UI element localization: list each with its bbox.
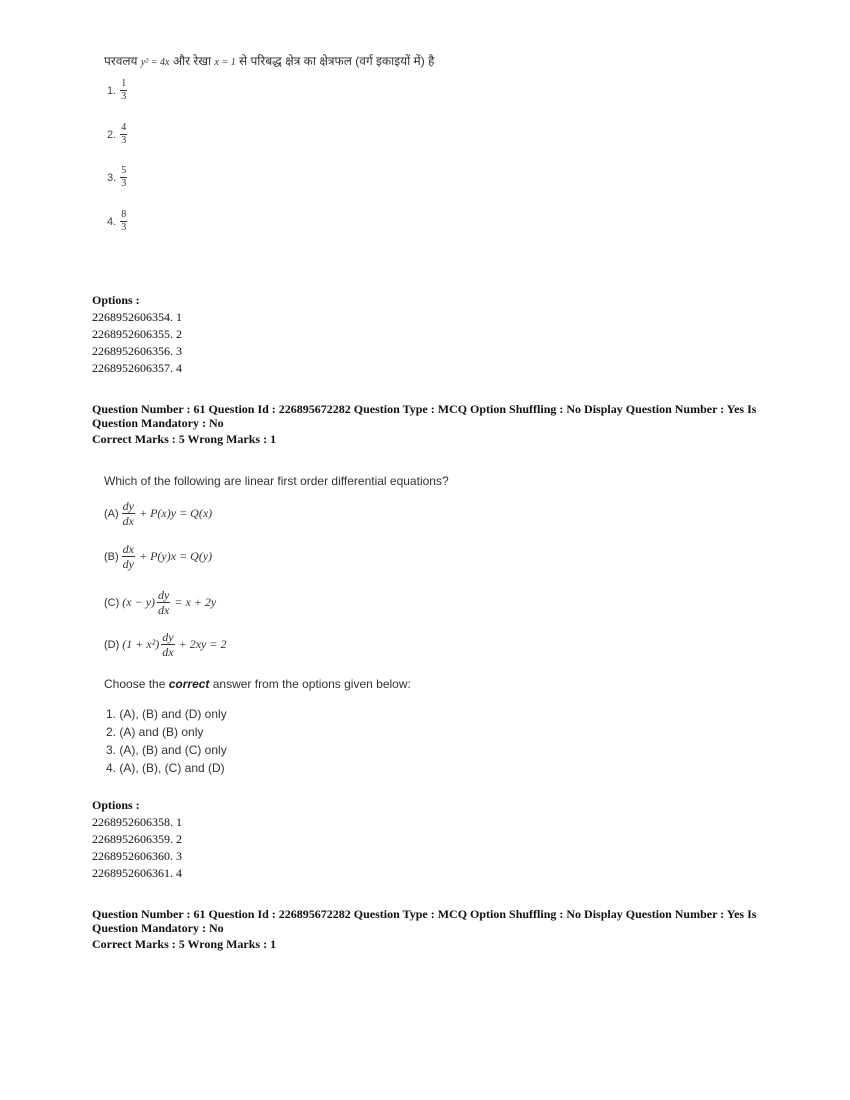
q60-stem-post: से परिबद्ध क्षेत्र का क्षेत्रफल (वर्ग इकाइयों में) है xyxy=(239,54,435,68)
q61-instruction xyxy=(104,677,411,691)
option-id: 2268952606361. 4 xyxy=(92,866,182,880)
fraction: $\frac{8}{3}$ xyxy=(121,209,127,233)
q60-eq2: x = 1 xyxy=(214,57,236,68)
question-meta-line: Question Number : 61 Question Id : 226895672282 Question Type : MCQ Option Shuffling : No Display Question Number : Yes Is xyxy=(92,402,757,416)
q61-answer-list xyxy=(106,705,227,777)
equation-rest: = x + 2y xyxy=(174,595,217,609)
fraction: $\frac{1}{3}$ xyxy=(121,78,127,102)
q61-equation-d xyxy=(104,631,226,658)
answer-item: 3. (A), (B) and (C) only xyxy=(106,743,227,757)
choice-number: 3. xyxy=(107,172,117,185)
equation-rest: + P(x)y = Q(x) xyxy=(139,506,213,520)
fraction: $\frac{4}{3}$ xyxy=(121,122,127,146)
equation-label: (A) xyxy=(104,507,119,520)
q60-stem-pre: परवलय xyxy=(104,54,138,68)
fraction: $\frac{5}{3}$ xyxy=(121,165,127,189)
answer-item: 4. (A), (B), (C) and (D) xyxy=(106,761,225,775)
derivative-fraction: $\frac{dx}{dy}$ xyxy=(122,542,134,571)
equation-rest: + P(y)x = Q(y) xyxy=(139,549,213,563)
question-meta-line: Question Mandatory : No xyxy=(92,921,224,935)
equation-label: (C) xyxy=(104,596,120,609)
option-id: 2268952606356. 3 xyxy=(92,344,182,358)
q60-options xyxy=(92,292,182,377)
q62-header xyxy=(92,907,756,951)
q60-eq1: y² = 4x xyxy=(140,57,170,68)
equation-label: (B) xyxy=(104,550,119,563)
choice-number: 2. xyxy=(107,129,117,142)
q61-equation-b xyxy=(104,543,212,570)
q61-equation-a xyxy=(104,500,212,527)
equation-label: (D) xyxy=(104,638,120,651)
instruction-text: Choose the xyxy=(104,677,169,691)
q60-stem-mid: और रेखा xyxy=(172,54,212,68)
question-meta-line: Correct Marks : 5 Wrong Marks : 1 xyxy=(92,937,277,951)
q61-equation-c xyxy=(104,589,216,616)
option-id: 2268952606359. 2 xyxy=(92,832,182,846)
choice-number: 1. xyxy=(107,85,117,98)
derivative-fraction: $\frac{dy}{dx}$ xyxy=(122,499,134,528)
equation-rest: + 2xy = 2 xyxy=(178,637,227,651)
option-id: 2268952606354. 1 xyxy=(92,310,182,324)
q60-choice-1 xyxy=(107,79,127,102)
equation-prefix: (1 + x²) xyxy=(122,637,160,651)
derivative-fraction: $\frac{dy}{dx}$ xyxy=(162,630,174,659)
q60-stem xyxy=(104,52,434,69)
instruction-emphasis: correct xyxy=(168,677,210,691)
derivative-fraction: $\frac{dy}{dx}$ xyxy=(158,588,170,617)
question-meta-line: Question Number : 61 Question Id : 226895672282 Question Type : MCQ Option Shuffling : No Display Question Number : Yes Is xyxy=(92,907,757,921)
answer-item: 1. (A), (B) and (D) only xyxy=(106,707,227,721)
q60-choice-2 xyxy=(107,123,127,146)
q61-header xyxy=(92,402,756,446)
options-label: Options : xyxy=(92,798,140,812)
question-meta-line: Question Mandatory : No xyxy=(92,416,224,430)
answer-item: 2. (A) and (B) only xyxy=(106,725,204,739)
instruction-text: answer from the options given below: xyxy=(209,677,411,691)
choice-number: 4. xyxy=(107,216,117,229)
options-label: Options : xyxy=(92,293,140,307)
option-id: 2268952606355. 2 xyxy=(92,327,182,341)
q61-options xyxy=(92,797,182,882)
option-id: 2268952606360. 3 xyxy=(92,849,182,863)
q60-choice-4 xyxy=(107,210,127,233)
q60-choice-3 xyxy=(107,166,127,189)
option-id: 2268952606357. 4 xyxy=(92,361,182,375)
equation-prefix: (x − y) xyxy=(122,595,156,609)
question-meta-line: Correct Marks : 5 Wrong Marks : 1 xyxy=(92,432,277,446)
q61-stem: Which of the following are linear first order differential equations? xyxy=(104,474,449,488)
option-id: 2268952606358. 1 xyxy=(92,815,182,829)
